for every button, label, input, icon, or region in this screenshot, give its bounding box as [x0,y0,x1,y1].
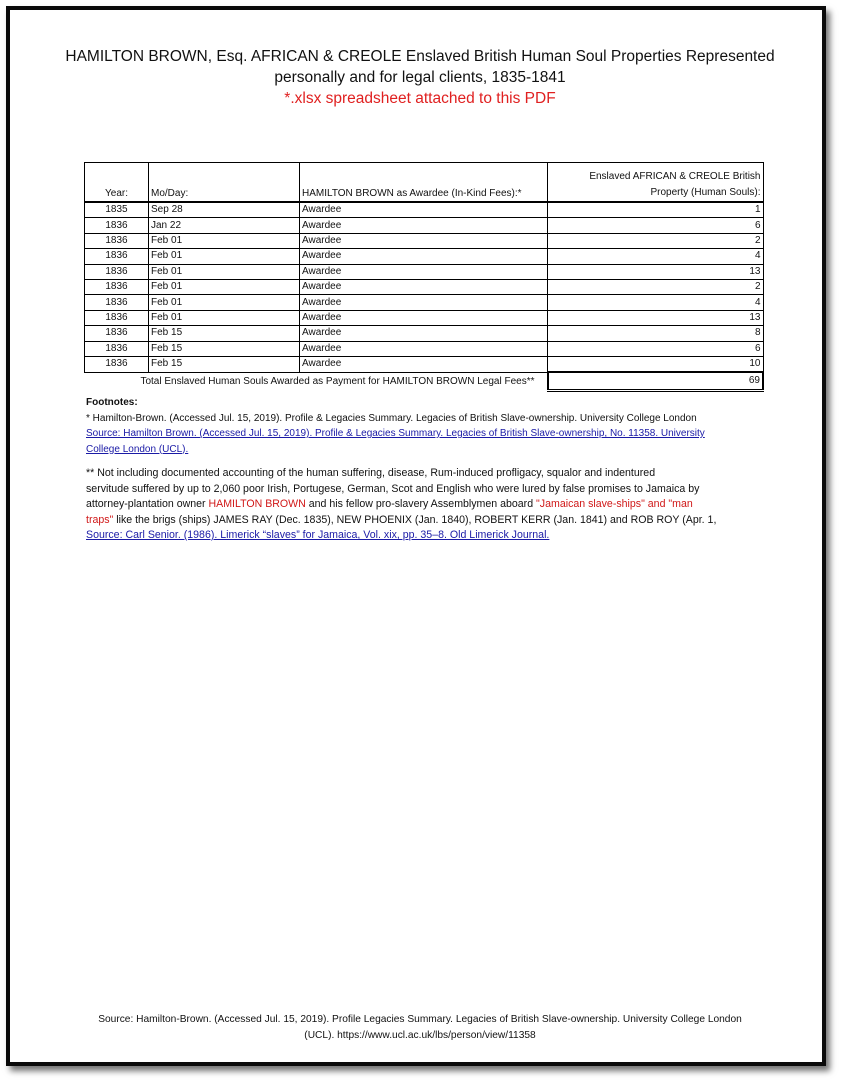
table-row [85,202,764,218]
footnote-2-line-3-start: attorney-plantation owner [86,498,209,510]
cell-year: 1836 [85,233,149,248]
page-footer-source [40,1012,800,1044]
header-human-souls-line-2: Property (Human Souls): [650,187,761,198]
total-label: Total Enslaved Human Souls Awarded as Payment for HAMILTON BROWN Legal Fees** [140,375,535,387]
footnotes-heading: Footnotes: [86,397,138,408]
cell-count: 13 [548,264,764,279]
document-title [30,46,810,109]
cell-count: 6 [548,218,764,233]
cell-role: Awardee [300,249,548,264]
footer-line-2: (UCL). https://www.ucl.ac.uk/lbs/person/view/11358 [304,1030,536,1041]
footnote-2-line-3-middle: and his fellow pro-slavery Assemblymen aboard [305,498,537,510]
cell-year: 1836 [85,356,149,372]
cell-year: 1836 [85,279,149,294]
footnote-1-link-line-1: Source: Hamilton Brown. (Accessed Jul. 15, 2019). Profile & Legacies Summary. Legacies of British Slave-ownership, No. 11358. University [86,428,705,439]
cell-moday: Feb 01 [149,310,300,325]
cell-year: 1836 [85,341,149,356]
header-moday: Mo/Day: [149,163,300,203]
cell-moday: Jan 22 [149,218,300,233]
cell-count: 10 [548,356,764,372]
cell-role: Awardee [300,356,548,372]
table-row [85,326,764,341]
cell-count: 2 [548,233,764,248]
footnote-2-source-link[interactable]: Source: Carl Senior. (1986). Limerick “slaves” for Jamaica, Vol. xix, pp. 35–8. Old Limerick Journal. [86,529,550,541]
title-line-2: personally and for legal clients, 1835-1841 [274,69,566,86]
table-row [85,341,764,356]
cell-year: 1836 [85,326,149,341]
footnote-1-text: * Hamilton-Brown. (Accessed Jul. 15, 2019). Profile & Legacies Summary. Legacies of British Slave-ownership. University College London [86,412,697,424]
header-year: Year: [85,163,149,203]
header-human-souls-line-1: Enslaved AFRICAN & CREOLE British [589,171,761,182]
table-row [85,264,764,279]
cell-moday: Feb 15 [149,341,300,356]
cell-moday: Sep 28 [149,202,300,218]
footer-line-1: Source: Hamilton-Brown. (Accessed Jul. 15, 2019). Profile Legacies Summary. Legacies of British Slave-ownership. University College London [98,1014,742,1025]
cell-moday: Feb 01 [149,295,300,310]
cell-count: 13 [548,310,764,325]
cell-year: 1836 [85,264,149,279]
header-human-souls [548,163,764,203]
cell-year: 1835 [85,202,149,218]
cell-role: Awardee [300,233,548,248]
footnote-2 [86,466,766,544]
title-line-1: HAMILTON BROWN, Esq. AFRICAN & CREOLE Enslaved British Human Soul Properties Represented [65,48,775,65]
cell-count: 4 [548,295,764,310]
footnotes [86,395,766,544]
cell-count: 4 [548,249,764,264]
cell-moday: Feb 01 [149,249,300,264]
man-traps-quote: traps" [86,513,114,526]
cell-year: 1836 [85,249,149,264]
cell-count: 6 [548,341,764,356]
total-row [85,372,764,391]
table-row [85,279,764,294]
cell-role: Awardee [300,341,548,356]
cell-moday: Feb 01 [149,279,300,294]
table-row [85,295,764,310]
table-row [85,310,764,325]
cell-year: 1836 [85,218,149,233]
cell-moday: Feb 01 [149,233,300,248]
cell-moday: Feb 15 [149,326,300,341]
cell-moday: Feb 15 [149,356,300,372]
cell-count: 1 [548,202,764,218]
table-row [85,218,764,233]
cell-role: Awardee [300,202,548,218]
footnote-2-line-4 [86,513,766,529]
cell-role: Awardee [300,326,548,341]
cell-role: Awardee [300,218,548,233]
slave-ships-quote: "Jamaican slave-ships" and "man [536,498,693,510]
table-row [85,356,764,372]
cell-role: Awardee [300,264,548,279]
footnote-1-link-line-2: College London (UCL). [86,443,189,455]
footnote-2-line-3 [86,497,766,513]
cell-year: 1836 [85,295,149,310]
hamilton-brown-name: HAMILTON BROWN [208,498,306,510]
total-value: 69 [548,372,764,391]
cell-year: 1836 [85,310,149,325]
cell-count: 8 [548,326,764,341]
awards-table [84,162,764,392]
footnote-2-line-1: ** Not including documented accounting of the human suffering, disease, Rum-induced profligacy, squalor and indentured [86,467,656,479]
cell-role: Awardee [300,310,548,325]
document-page [6,6,826,1066]
cell-moday: Feb 01 [149,264,300,279]
footnote-2-line-2: servitude suffered by up to 2,060 poor Irish, Portugese, German, Scot and English who were lured by false promises to Jamaica by [86,482,700,495]
footnote-1-source-link[interactable] [86,426,766,457]
header-awardee: HAMILTON BROWN as Awardee (In-Kind Fees):* [300,163,548,203]
footnote-2-line-4-rest: like the brigs (ships) JAMES RAY (Dec. 1835), NEW PHOENIX (Jan. 1840), ROBERT KERR (Jan. 1841) and ROB ROY (Apr. 1, [113,513,717,526]
table-row [85,249,764,264]
spreadsheet-attached-note: *.xlsx spreadsheet attached to this PDF [284,90,556,107]
table-row [85,233,764,248]
table-header-row [85,163,764,203]
cell-role: Awardee [300,295,548,310]
cell-role: Awardee [300,279,548,294]
cell-count: 2 [548,279,764,294]
